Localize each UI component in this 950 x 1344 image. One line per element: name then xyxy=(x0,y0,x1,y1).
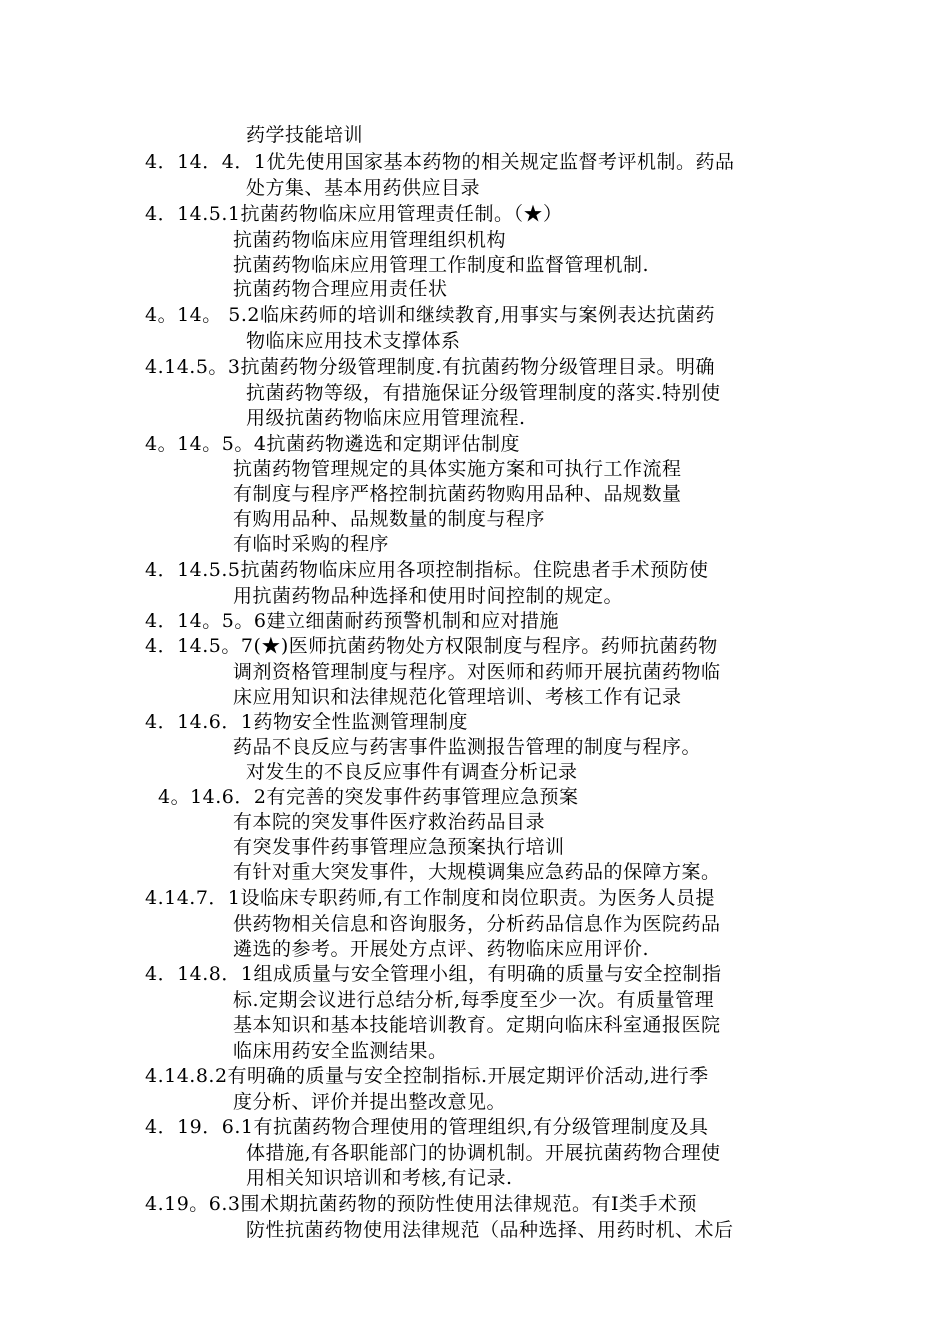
text-line: 遴选的参考。开展处方点评、药物临床应用评价. xyxy=(233,938,650,960)
text-line: 有制度与程序严格控制抗菌药物购用品种、品规数量 xyxy=(233,483,682,505)
text-line: 4．19．6.1有抗菌药物合理使用的管理组织,有分级管理制度及具 xyxy=(145,1116,709,1138)
text-line: 4．14.8．1组成质量与安全管理小组，有明确的质量与安全控制指 xyxy=(145,963,722,985)
text-line: 处方集、基本用药供应目录 xyxy=(246,177,481,199)
text-line: 4.14.8.2有明确的质量与安全控制指标.开展定期评价活动,进行季 xyxy=(145,1065,709,1087)
text-line: 体措施,有各职能部门的协调机制。开展抗菌药物合理使 xyxy=(246,1142,721,1164)
text-line: 4。14。 5.2临床药师的培训和继续教育,用事实与案例表达抗菌药 xyxy=(145,304,716,326)
text-line: 抗菌药物临床应用管理工作制度和监督管理机制. xyxy=(233,254,650,276)
text-line: 用相关知识培训和考核,有记录. xyxy=(246,1167,513,1189)
text-line: 4．14.6．1药物安全性监测管理制度 xyxy=(145,711,468,733)
text-line: 4．14.5。7(★)医师抗菌药物处方权限制度与程序。药师抗菌药物 xyxy=(145,635,718,657)
text-line: 4．14。5。6建立细菌耐药预警机制和应对措施 xyxy=(145,610,559,632)
text-line: 有购用品种、品规数量的制度与程序 xyxy=(233,508,546,530)
text-line: 用抗菌药物品种选择和使用时间控制的规定。 xyxy=(233,585,624,607)
text-line: 药品不良反应与药害事件监测报告管理的制度与程序。 xyxy=(233,736,702,758)
text-line: 4.14.5。3抗菌药物分级管理制度.有抗菌药物分级管理目录。明确 xyxy=(145,356,716,378)
text-line: 抗菌药物临床应用管理组织机构 xyxy=(233,229,507,251)
text-line: 对发生的不良反应事件有调查分析记录 xyxy=(246,761,578,783)
text-line: 4。14。5。4抗菌药物遴选和定期评估制度 xyxy=(145,433,520,455)
text-line: 抗菌药物管理规定的具体实施方案和可执行工作流程 xyxy=(233,458,682,480)
text-line: 药学技能培训 xyxy=(246,124,364,146)
text-line: 床应用知识和法律规范化管理培训、考核工作有记录 xyxy=(233,686,682,708)
text-line: 临床用药安全监测结果。 xyxy=(233,1040,448,1062)
text-line: 有本院的突发事件医疗救治药品目录 xyxy=(233,811,546,833)
text-line: 有针对重大突发事件，大规模调集应急药品的保障方案。 xyxy=(233,861,721,883)
text-line: 抗菌药物等级，有措施保证分级管理制度的落实.特别使 xyxy=(246,382,721,404)
text-line: 4．14.5.5抗菌药物临床应用各项控制指标。住院患者手术预防使 xyxy=(145,559,709,581)
text-line: 用级抗菌药物临床应用管理流程. xyxy=(246,407,526,429)
text-line: 物临床应用技术支撑体系 xyxy=(246,330,461,352)
text-line: 有临时采购的程序 xyxy=(233,533,390,555)
text-line: 度分析、评价并提出整改意见。 xyxy=(233,1091,507,1113)
text-line: 4．14.5.1抗菌药物临床应用管理责任制。（★） xyxy=(145,203,563,225)
text-line: 供药物相关信息和咨询服务，分析药品信息作为医院药品 xyxy=(233,913,721,935)
text-line: 4.14.7．1设临床专职药师,有工作制度和岗位职责。为医务人员提 xyxy=(145,887,716,909)
text-line: 抗菌药物合理应用责任状 xyxy=(233,278,448,300)
text-line: 基本知识和基本技能培训教育。定期向临床科室通报医院 xyxy=(233,1014,721,1036)
text-line: 有突发事件药事管理应急预案执行培训 xyxy=(233,836,565,858)
text-line: 4。14.6．2有完善的突发事件药事管理应急预案 xyxy=(158,786,579,808)
text-line: 防性抗菌药物使用法律规范（品种选择、用药时机、术后 xyxy=(246,1219,734,1241)
text-line: 4.19。6.3围术期抗菌药物的预防性使用法律规范。有Ⅰ类手术预 xyxy=(145,1193,698,1215)
text-line: 标.定期会议进行总结分析,每季度至少一次。有质量管理 xyxy=(233,989,715,1011)
text-line: 调剂资格管理制度与程序。对医师和药师开展抗菌药物临 xyxy=(233,661,721,683)
text-line: 4．14．4．1优先使用国家基本药物的相关规定监督考评机制。药品 xyxy=(145,151,735,173)
